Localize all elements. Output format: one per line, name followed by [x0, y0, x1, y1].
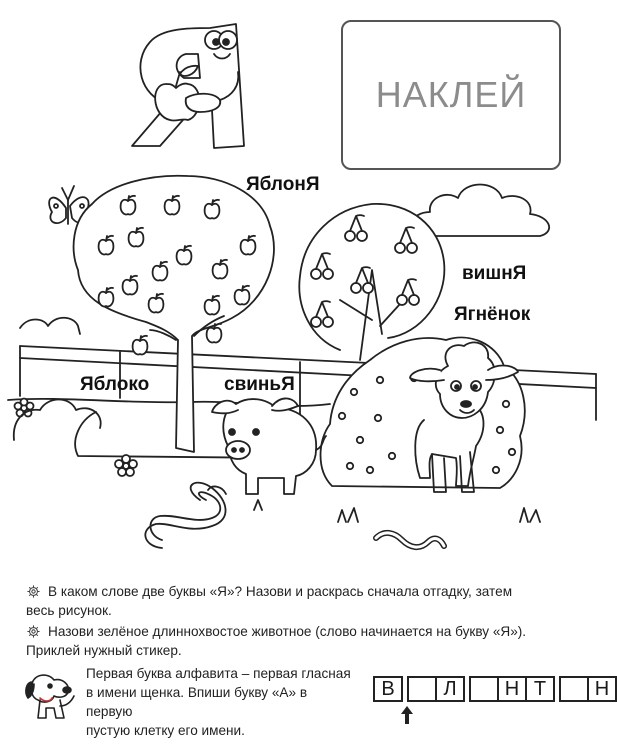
berry-icon: [493, 467, 499, 473]
letter-box-empty[interactable]: [469, 676, 499, 702]
snake: [145, 483, 226, 548]
task-1-line-1: В каком слове две буквы «Я»? Назови и раскрась сначала отгадку, затем: [48, 584, 513, 599]
berry-icon: [389, 453, 395, 459]
word-apple: Яблоко: [80, 374, 150, 395]
berry-icon: [357, 437, 363, 443]
puppy-task: [86, 664, 356, 740]
puppy-task-line-1: Первая буква алфавита – первая гласная: [86, 666, 351, 681]
berry-icon: [367, 467, 373, 473]
berry-icon: [377, 377, 383, 383]
task-2: [26, 622, 526, 660]
berry-icon: [339, 413, 345, 419]
task-2-line-1: Назови зелёное длиннохвостое животное (слово начинается на букву «Я»).: [48, 624, 527, 639]
puppy-icon: [18, 668, 80, 726]
word-cherry: вишнЯ: [462, 263, 527, 284]
cloud: [20, 318, 80, 334]
task-1: [26, 582, 512, 620]
berry-icon: [509, 449, 515, 455]
berry-icon: [375, 415, 381, 421]
letter-box: Н: [587, 676, 617, 702]
letter-box: Т: [525, 676, 555, 702]
gear-icon: [26, 584, 41, 599]
task-2-line-2: Приклей нужный стикер.: [26, 643, 182, 658]
arrow-up-icon: [400, 705, 414, 725]
apple-icon: [133, 336, 148, 355]
sticker-label: НАКЛЕЙ: [375, 74, 527, 115]
letter-box: Л: [435, 676, 465, 702]
berry-icon: [351, 389, 357, 395]
worm: [376, 533, 444, 547]
letter-box-empty[interactable]: [407, 676, 437, 702]
gear-icon: [26, 624, 41, 639]
word-apple-tree: ЯблонЯ: [246, 174, 320, 195]
word-lamb: Ягнёнок: [454, 304, 531, 325]
puppy-task-line-3: пустую клетку его имени.: [86, 723, 245, 738]
letter-ya-character-icon: [132, 24, 244, 148]
berry-icon: [347, 463, 353, 469]
puppy-task-line-2: в имени щенка. Впиши букву «А» в первую: [86, 685, 308, 719]
letter-box: В: [373, 676, 403, 702]
sticker-placeholder[interactable]: [341, 20, 561, 170]
word-pig: свиньЯ: [224, 374, 295, 395]
flower-icon: [115, 455, 137, 476]
name-letter-boxes: [373, 676, 615, 702]
task-1-line-2: весь рисунок.: [26, 603, 112, 618]
pig: [212, 398, 326, 494]
letter-box-empty[interactable]: [559, 676, 589, 702]
berry-icon: [503, 401, 509, 407]
letter-box: Н: [497, 676, 527, 702]
berry-icon: [497, 427, 503, 433]
cherry-tree: [299, 204, 444, 360]
